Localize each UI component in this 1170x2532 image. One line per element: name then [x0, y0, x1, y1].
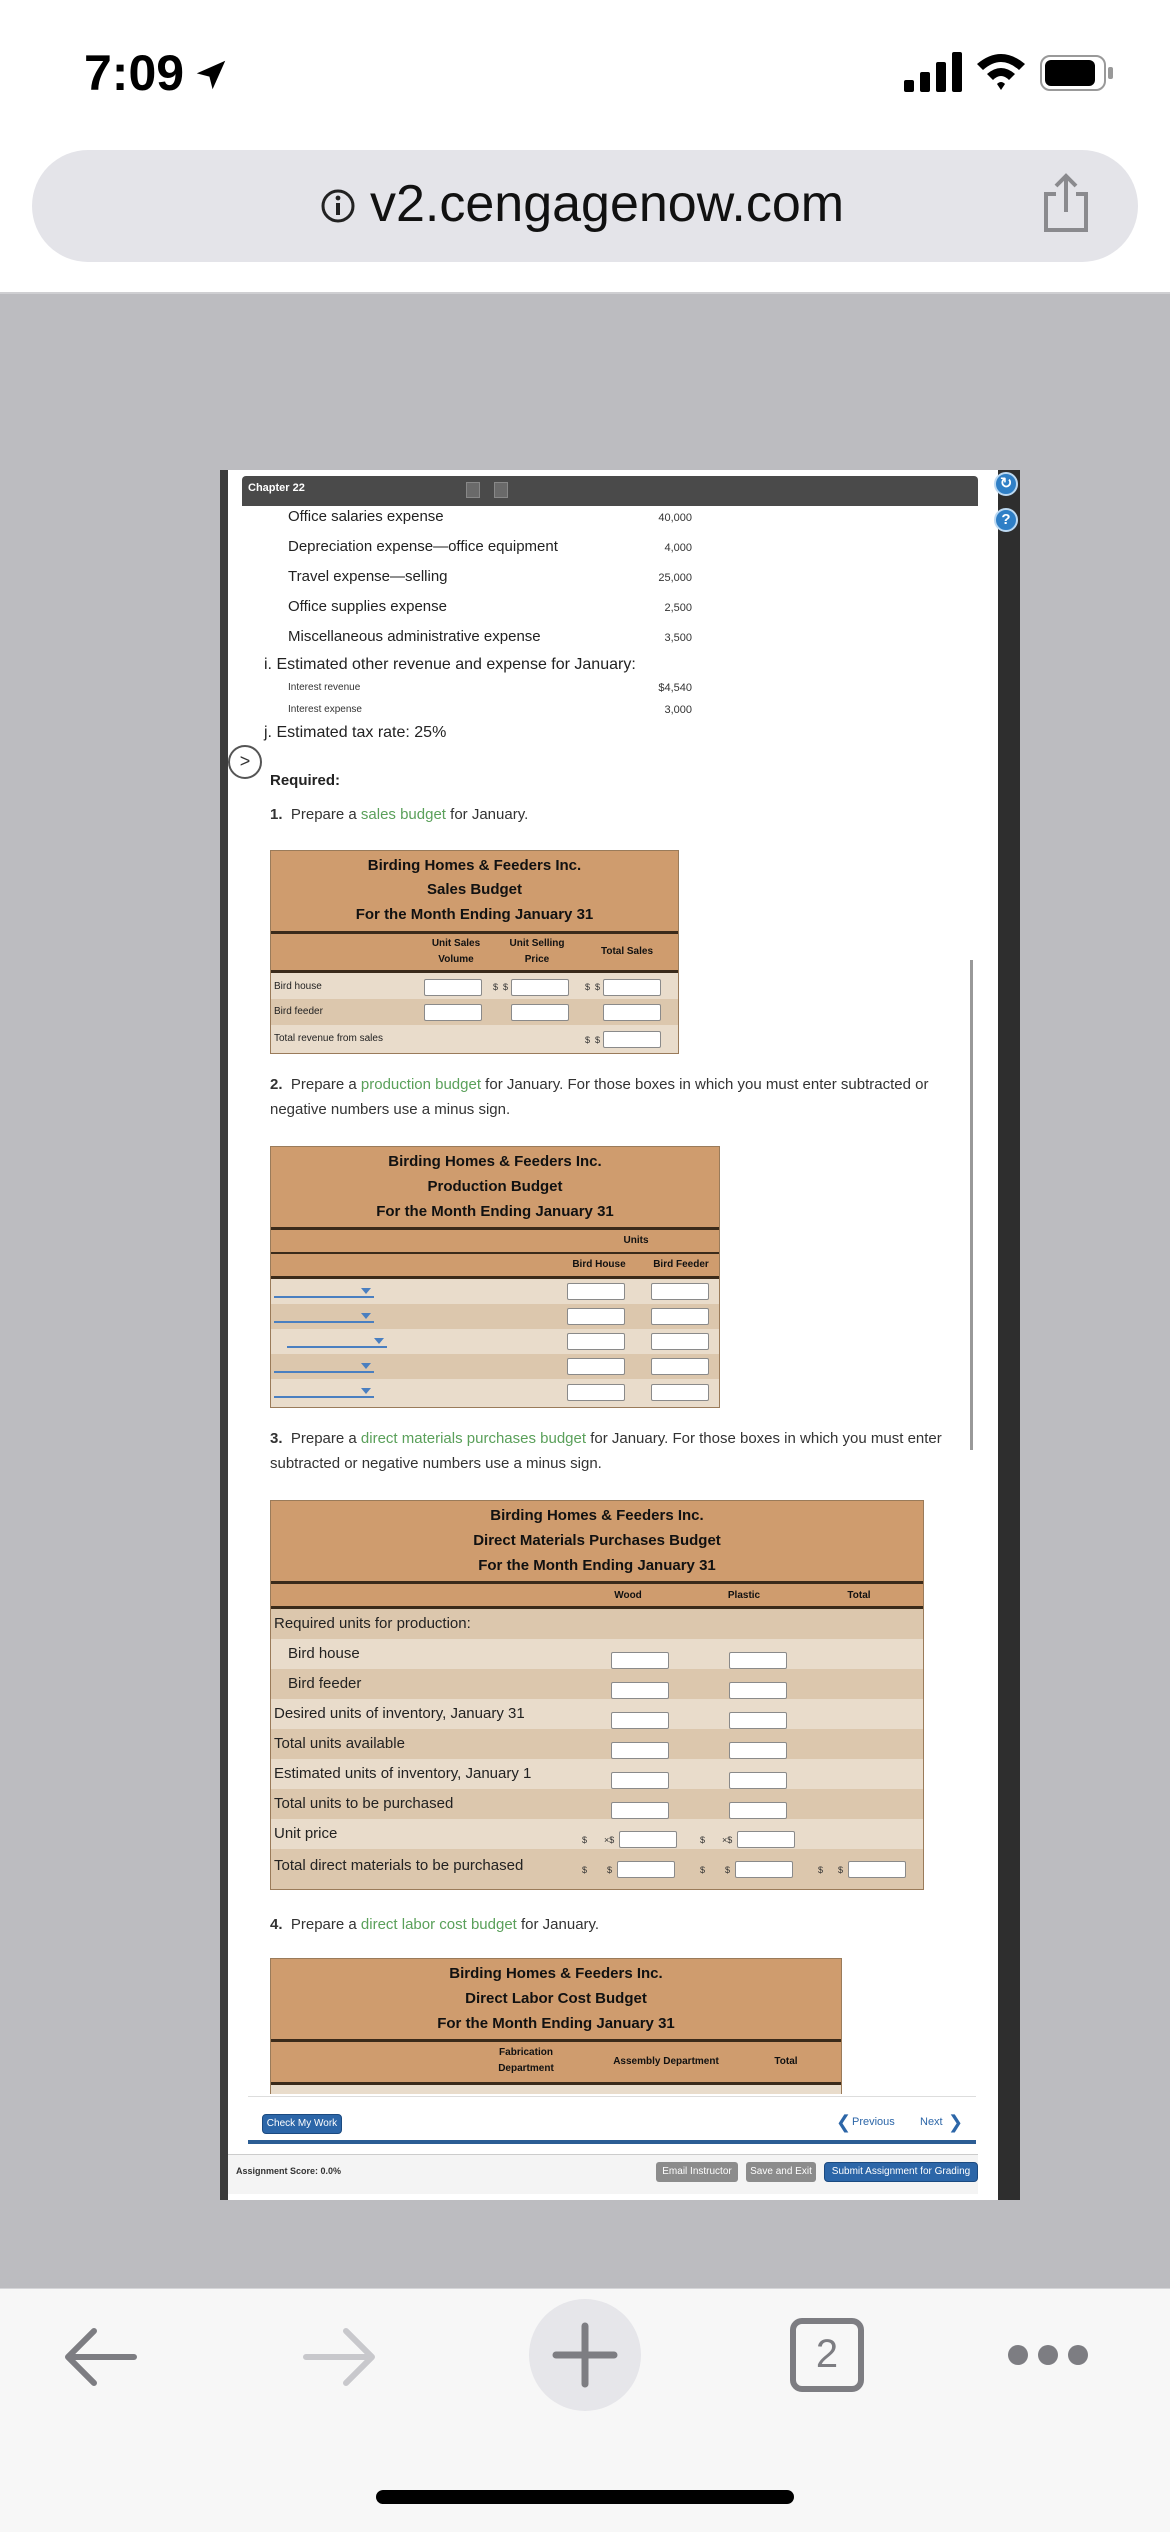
- column-header: Fabrication Department: [498, 2047, 554, 2074]
- total-sales-input[interactable]: [603, 1004, 661, 1021]
- bird-feeder-input[interactable]: [651, 1283, 709, 1300]
- currency-sign: $: [493, 982, 499, 992]
- table-title: Direct Labor Cost Budget: [465, 1990, 647, 2007]
- table-title: Direct Materials Purchases Budget: [473, 1532, 721, 1549]
- unit-sales-input[interactable]: [424, 1004, 482, 1021]
- share-icon[interactable]: [1040, 172, 1092, 234]
- currency-sign: $: [725, 1865, 731, 1875]
- table-title: Sales Budget: [426, 881, 523, 898]
- column-header: Plastic: [727, 1590, 761, 1601]
- row-label: Bird feeder: [288, 1675, 362, 1692]
- column-header: Units: [623, 1235, 649, 1246]
- bird-feeder-input[interactable]: [651, 1358, 709, 1375]
- row-label: Estimated units of inventory, January 1: [274, 1765, 532, 1782]
- submit-assignment-button[interactable]: Submit Assignment for Grading: [824, 2162, 978, 2182]
- home-indicator: [376, 2490, 794, 2504]
- chevron-down-icon[interactable]: [361, 1388, 371, 1394]
- currency-sign: $: [700, 1835, 706, 1845]
- expense-label: Office salaries expense: [288, 508, 444, 525]
- bird-feeder-input[interactable]: [651, 1333, 709, 1350]
- wood-input[interactable]: [611, 1652, 669, 1669]
- currency-sign: $: [838, 1865, 844, 1875]
- plastic-input[interactable]: [729, 1682, 787, 1699]
- back-arrow-icon[interactable]: [60, 2322, 140, 2392]
- wood-input[interactable]: [611, 1742, 669, 1759]
- currency-sign: $: [582, 1835, 588, 1845]
- refresh-icon[interactable]: ↻: [994, 472, 1018, 496]
- plastic-input[interactable]: [729, 1652, 787, 1669]
- chevron-right-icon[interactable]: ❯: [948, 2112, 964, 2132]
- signal-icon: [904, 52, 962, 92]
- other-value: $4,540: [658, 682, 692, 694]
- row-label: Bird feeder: [274, 1006, 323, 1017]
- total-sales-input[interactable]: [603, 979, 661, 996]
- column-header: Unit Selling Price: [509, 938, 565, 965]
- expand-panel-button[interactable]: >: [228, 745, 262, 779]
- url-text[interactable]: v2.cengagenow.com: [370, 175, 845, 233]
- grand-total-input[interactable]: [848, 1861, 906, 1878]
- column-header: Total: [847, 1590, 871, 1601]
- column-header: Wood: [614, 1590, 642, 1601]
- chapter-label: Chapter 22: [248, 482, 305, 494]
- bird-house-input[interactable]: [567, 1308, 625, 1325]
- question-1: 1. Prepare a sales budget for January.: [270, 806, 529, 823]
- print-icon[interactable]: [466, 482, 480, 498]
- multiply-sign: ×$: [604, 1835, 615, 1845]
- column-header: Bird House: [572, 1259, 626, 1270]
- table-period: For the Month Ending January 31: [376, 1203, 614, 1220]
- new-tab-plus-icon[interactable]: [528, 2298, 642, 2412]
- plastic-input[interactable]: [729, 1802, 787, 1819]
- row-label: Required units for production:: [274, 1615, 471, 1632]
- expense-label: Miscellaneous administrative expense: [288, 628, 541, 645]
- help-icon[interactable]: ?: [994, 508, 1018, 532]
- status-time: 7:09: [84, 45, 185, 101]
- tabs-count-button[interactable]: 2: [790, 2318, 864, 2392]
- table-period: For the Month Ending January 31: [437, 2015, 675, 2032]
- sales-budget-table: [270, 850, 679, 1054]
- plastic-input[interactable]: [729, 1712, 787, 1729]
- column-header: Total Sales: [600, 946, 654, 957]
- chevron-down-icon[interactable]: [361, 1313, 371, 1319]
- plastic-total-input[interactable]: [735, 1861, 793, 1878]
- row-dropdown[interactable]: [274, 1296, 374, 1298]
- direct-materials-table: [270, 1500, 924, 1890]
- table-title: Production Budget: [427, 1178, 563, 1195]
- question-4: 4. Prepare a direct labor cost budget for January.: [270, 1916, 600, 1933]
- item-j: j. Estimated tax rate: 25%: [264, 724, 447, 741]
- wood-unit-price-input[interactable]: [619, 1831, 677, 1848]
- currency-sign: $: [503, 982, 509, 992]
- row-dropdown[interactable]: [287, 1346, 387, 1348]
- wood-input[interactable]: [611, 1772, 669, 1789]
- info-icon[interactable]: [320, 188, 356, 224]
- row-label: Total revenue from sales: [274, 1033, 383, 1044]
- expense-value: 2,500: [664, 602, 692, 614]
- save-and-exit-button[interactable]: Save and Exit: [746, 2162, 816, 2182]
- more-options-icon[interactable]: [1004, 2340, 1092, 2370]
- location-arrow-icon: [192, 56, 230, 94]
- currency-sign: $: [582, 1865, 588, 1875]
- plastic-input[interactable]: [729, 1772, 787, 1789]
- email-instructor-button[interactable]: Email Instructor: [656, 2162, 738, 2182]
- table-period: For the Month Ending January 31: [478, 1557, 716, 1574]
- sales-budget-link[interactable]: sales budget: [360, 806, 446, 823]
- bird-house-input[interactable]: [567, 1333, 625, 1350]
- direct-materials-link[interactable]: direct materials purchases budget: [360, 1430, 587, 1447]
- expense-value: 4,000: [664, 542, 692, 554]
- currency-sign: $: [818, 1865, 824, 1875]
- assignment-score: Assignment Score: 0.0%: [236, 2166, 342, 2176]
- scrollbar[interactable]: [970, 960, 973, 1450]
- chevron-down-icon[interactable]: [361, 1363, 371, 1369]
- column-header: Assembly Department: [613, 2056, 719, 2067]
- currency-sign: $: [585, 982, 591, 992]
- expense-label: Depreciation expense—office equipment: [288, 538, 558, 555]
- other-label: Interest expense: [288, 704, 362, 715]
- question-2: 2. Prepare a production budget for January. For those boxes in which you must enter subtracted or negative numbers use a minus sign.: [270, 1076, 929, 1118]
- row-dropdown[interactable]: [274, 1371, 374, 1373]
- expense-value: 40,000: [658, 512, 692, 524]
- unit-price-input[interactable]: [511, 1004, 569, 1021]
- battery-icon: [1040, 54, 1114, 92]
- column-header: Bird Feeder: [653, 1259, 709, 1270]
- expense-value: 3,500: [664, 632, 692, 644]
- chapter-bar: [242, 476, 978, 506]
- table-company: Birding Homes & Feeders Inc.: [490, 1507, 704, 1524]
- other-label: Interest revenue: [288, 682, 361, 693]
- wood-input[interactable]: [611, 1712, 669, 1729]
- direct-labor-table: [270, 1958, 842, 2094]
- table-company: Birding Homes & Feeders Inc.: [388, 1153, 602, 1170]
- table-period: For the Month Ending January 31: [355, 906, 594, 923]
- row-dropdown[interactable]: [274, 1396, 374, 1398]
- row-label: Bird house: [274, 981, 322, 992]
- unit-price-input[interactable]: [511, 979, 569, 996]
- currency-sign: $: [607, 1865, 613, 1875]
- currency-sign: $: [595, 982, 601, 992]
- total-revenue-input[interactable]: [603, 1031, 661, 1048]
- row-label: Total units to be purchased: [274, 1795, 454, 1812]
- status-bar: [0, 0, 1170, 140]
- chevron-down-icon[interactable]: [374, 1338, 384, 1344]
- plastic-input[interactable]: [729, 1742, 787, 1759]
- bird-feeder-input[interactable]: [651, 1384, 709, 1401]
- chevron-left-icon[interactable]: ❮: [836, 2112, 852, 2132]
- table-company: Birding Homes & Feeders Inc.: [367, 857, 582, 874]
- row-label: Total units available: [274, 1735, 405, 1752]
- currency-sign: $: [595, 1035, 601, 1045]
- wifi-icon: [975, 50, 1027, 92]
- check-my-work-button[interactable]: Check My Work: [262, 2114, 342, 2134]
- bird-feeder-input[interactable]: [651, 1308, 709, 1325]
- bird-house-input[interactable]: [567, 1384, 625, 1401]
- multiply-sign: ×$: [722, 1835, 733, 1845]
- row-label: Total direct materials to be purchased: [274, 1857, 524, 1874]
- currency-sign: $: [700, 1865, 706, 1875]
- table-company: Birding Homes & Feeders Inc.: [449, 1965, 663, 1982]
- plastic-unit-price-input[interactable]: [737, 1831, 795, 1848]
- expense-value: 25,000: [658, 572, 692, 584]
- chevron-down-icon[interactable]: [361, 1288, 371, 1294]
- item-i: i. Estimated other revenue and expense for January:: [264, 656, 636, 673]
- column-header: Unit Sales Volume: [431, 938, 481, 965]
- other-value: 3,000: [664, 704, 692, 716]
- expense-label: Office supplies expense: [288, 598, 447, 615]
- production-budget-link[interactable]: production budget: [360, 1076, 482, 1093]
- production-budget-table: [270, 1146, 720, 1408]
- column-header: Total: [774, 2056, 798, 2067]
- row-label: Desired units of inventory, January 31: [274, 1705, 525, 1722]
- wood-input[interactable]: [611, 1802, 669, 1819]
- expense-label: Travel expense—selling: [288, 568, 448, 585]
- forward-arrow-icon[interactable]: [300, 2322, 380, 2392]
- required-heading: Required:: [270, 772, 341, 789]
- currency-sign: $: [585, 1035, 591, 1045]
- row-dropdown[interactable]: [274, 1321, 374, 1323]
- question-3: 3. Prepare a direct materials purchases budget for January. For those boxes in which you must enter subtracted or negative numbers use a minus sign.: [270, 1430, 942, 1472]
- wood-total-input[interactable]: [617, 1861, 675, 1878]
- document-icon[interactable]: [494, 482, 508, 498]
- row-label: Bird house: [288, 1645, 360, 1662]
- right-rail: [998, 470, 1020, 2200]
- previous-link[interactable]: Previous: [852, 2116, 895, 2128]
- wood-input[interactable]: [611, 1682, 669, 1699]
- next-link[interactable]: Next: [920, 2116, 943, 2128]
- direct-labor-link[interactable]: direct labor cost budget: [360, 1916, 517, 1933]
- unit-sales-input[interactable]: [424, 979, 482, 996]
- row-label: Unit price: [274, 1825, 338, 1842]
- bird-house-input[interactable]: [567, 1283, 625, 1300]
- bird-house-input[interactable]: [567, 1358, 625, 1375]
